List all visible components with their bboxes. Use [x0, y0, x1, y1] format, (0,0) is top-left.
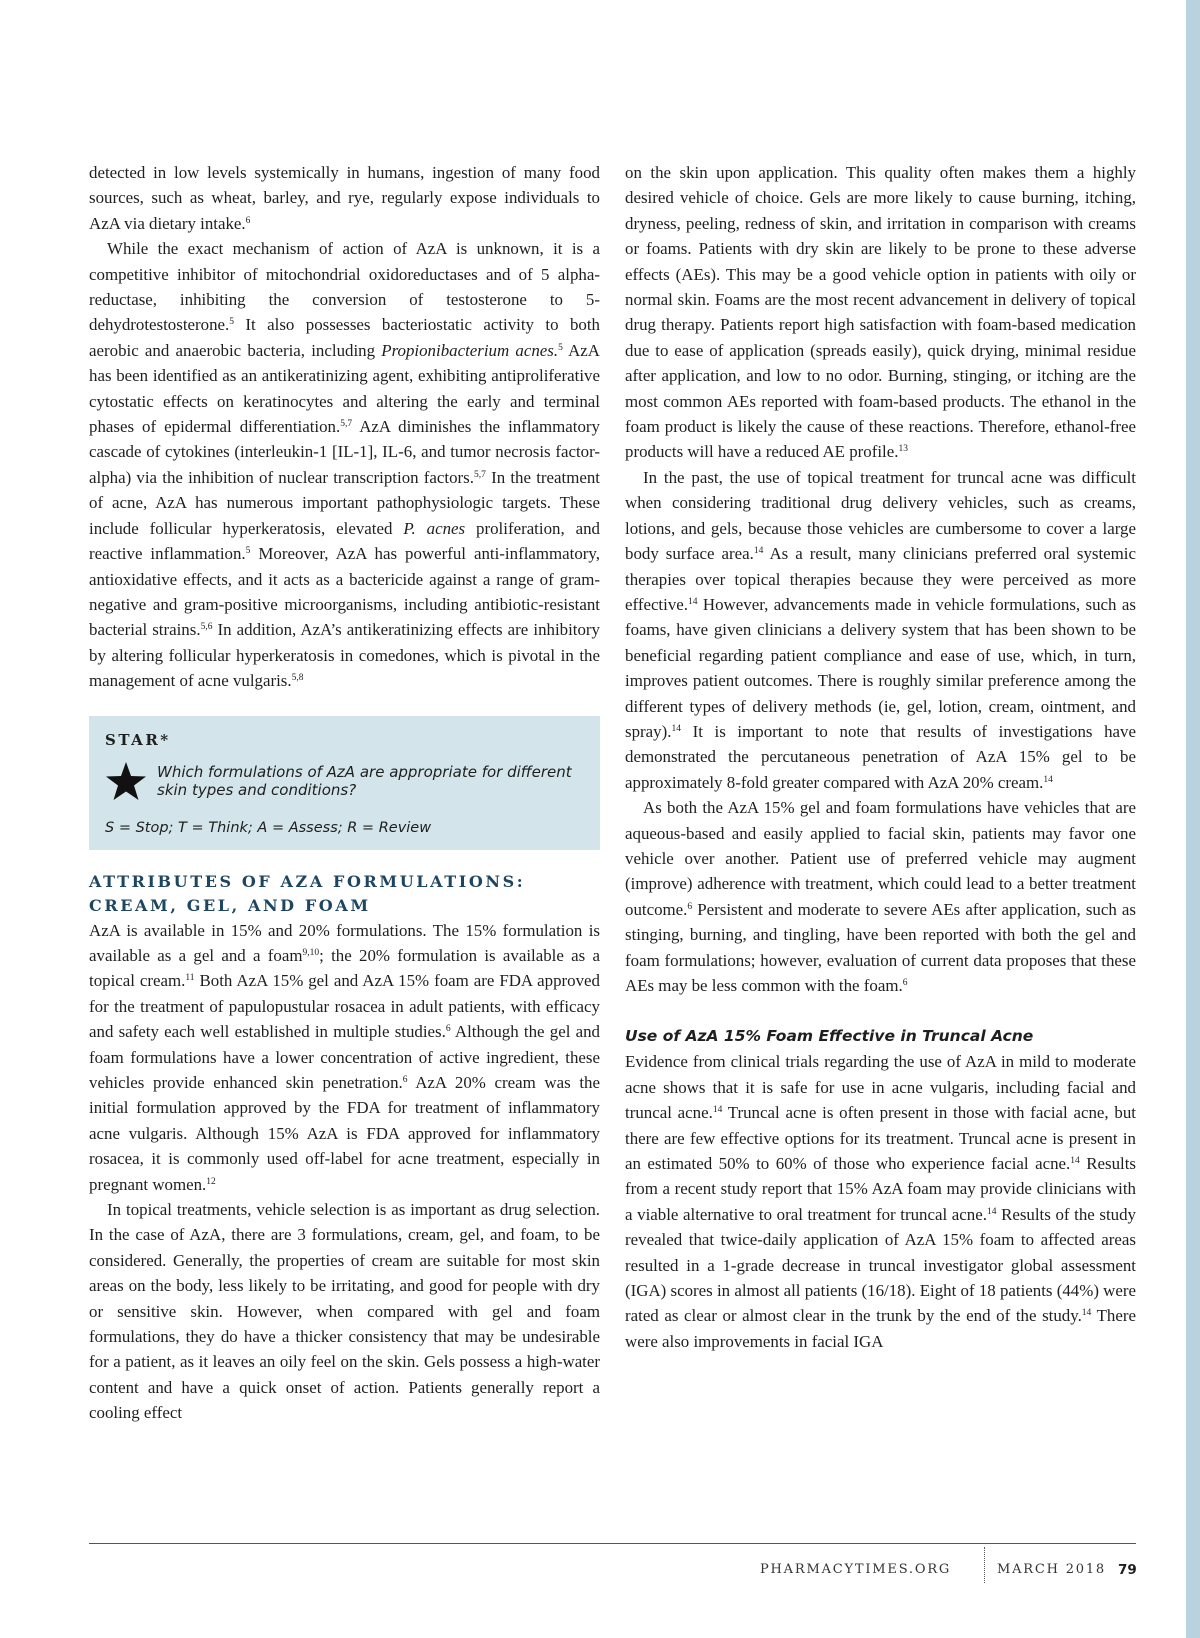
footer-date: MARCH 2018 — [997, 1562, 1106, 1577]
footer-rule — [89, 1543, 1136, 1544]
footer-site[interactable]: PHARMACYTIMES.ORG — [760, 1562, 952, 1577]
subsection-heading: Use of AzA 15% Foam Effective in Truncal Acne — [625, 1027, 1034, 1046]
paragraph-mechanism: While the exact mechanism of action of AzA is unknown, it is a competitive inhibitor of mitochondrial oxidoreductases and of 5 alpha-reductase, inhibiting the conversion of testosterone to 5-dehydrotestosterone.$^5$ It also possesses bacteriostatic activity to both aerobic and anaerobic bacteria, including Propionibacterium acnes.$^5$ AzA has been identified as an antikeratinizing agent, exhibiting antiproliferative cytostatic effects on keratinocytes and altering the early and terminal phases of epidermal differentiation.$^{5,7}$ AzA diminishes the inflammatory cascade of cytokines (interleukin-1 [IL-1], IL-6, and tumor necrosis factor-alpha) via the inhibition of nuclear transcription factors.$^{5,7}$ In the treatment of acne, AzA has numerous important pathophysiologic targets. These include follicular hyperkeratosis, elevated P. acnes proliferation, and reactive inflammation.$^5$ Moreover, AzA has powerful anti-inflammatory, antioxidative effects, and it acts as a bactericide against a range of gram-negative and gram-positive microorganisms, including antibiotic-resistant bacterial strains.$^{5,6}$ In addition, AzA’s antikeratinizing effects are inhibitory by altering follicular hyperkeratosis in comedones, which is pivotal in the management of acne vulgaris.$^{5,8}$ — [89, 239, 601, 691]
paragraph-formulations: AzA is available in 15% and 20% formulations. The 15% formulation is available as a gel and a foam$^{9,10}$; the 20% formulation is available as a topical cream.$^{11}$ Both AzA 15% gel and AzA 15% foam are FDA approved for the treatment of papulopustular rosacea in adult patients, with efficacy and safety each well established in multiple studies.$^6$ Although the gel and foam formulations have a lower concentration of active ingredient, these vehicles provide enhanced skin penetration.$^6$ AzA 20% cream was the initial formulation approved by the FDA for treatment of inflammatory acne vulgaris. Although 15% AzA is FDA approved for inflammatory rosacea, it is commonly used off-label for acne treatment, especially in pregnant women.$^{12}$ — [89, 920, 600, 1194]
right-column — [625, 160, 1136, 1354]
star-callout-key: S = Stop; T = Think; A = Assess; R = Review — [105, 819, 432, 836]
page-number: 79 — [1118, 1562, 1137, 1578]
left-column — [89, 160, 600, 1426]
page-edge-bar — [1186, 0, 1200, 1638]
star-callout-question: Which formulations of AzA are appropriate for different skin types and conditions? — [157, 762, 572, 799]
paragraph-truncal-evidence: Evidence from clinical trials regarding the use of AzA in mild to moderate acne shows that it is safe for use in acne vulgaris, including facial and truncal acne.$^{14}$ Truncal acne is often present in those with facial acne, but there are few effective options for its treatment. Truncal acne is present in an estimated 50% to 60% of those who experience facial acne.$^{14}$ Results from a recent study report that 15% AzA foam may provide clinicians with a viable alternative to oral treatment for truncal acne.$^{14}$ Results of the study revealed that twice-daily application of AzA 15% foam to affected areas resulted in a 1-grade decrease in truncal investigator global assessment (IGA) scores in almost all patients (16/18). Eight of 18 patients (44%) were rated as clear or almost clear in the trunk by the end of the study.$^{14}$ There were also improvements in facial IGA — [625, 1052, 1136, 1351]
paragraph-gels-foams: on the skin upon application. This quality often makes them a highly desired vehicle of choice. Gels are more likely to cause burning, itching, dryness, peeling, redness of skin, and irritation in comparison with creams or foams. Patients with dry skin are likely to be prone to these adverse effects (AEs). This may be a good vehicle option in patients with oily or normal skin. Foams are the most recent advancement in delivery of topical drug therapy. Patients report high satisfaction with foam-based medication due to ease of application (spreads easily), quick drying, minimal residue after application, and low to no odor. Burning, stinging, or itching are the most common AEs reported with foam-based products. The ethanol in the foam product is likely the cause of these reactions. Therefore, ethanol-free products will have a reduced AE profile.$^{13}$ — [625, 163, 1136, 462]
star-icon — [105, 760, 147, 802]
star-callout-box — [89, 716, 600, 850]
footer-divider — [984, 1547, 985, 1583]
paragraph-truncal-history: In the past, the use of topical treatment for truncal acne was difficult when considering traditional drug delivery vehicles, such as creams, lotions, and gels, because those vehicles are cumbersome to cover a large body surface area.$^{14}$ As a result, many clinicians preferred oral systemic therapies over topical therapies because they were perceived as more effective.$^{14}$ However, advancements made in vehicle formulations, such as foams, have given clinicians a delivery system that has been shown to be beneficial regarding patient compliance and ease of use, which, in turn, improves patient outcomes. There is roughly similar preference among the different types of delivery methods (ie, gel, lotion, cream, ointment, and spray).$^{14}$ It is important to note that results of investigations have demonstrated the percutaneous penetration of AzA 15% gel to be approximately 8-fold greater compared with AzA 20% cream.$^{14}$ — [625, 467, 1136, 792]
section-heading: ATTRIBUTES OF AZA FORMULATIONS: CREAM, GEL, AND FOAM — [89, 871, 526, 915]
star-callout-title: STAR* — [105, 730, 171, 749]
paragraph-vehicle-selection: In topical treatments, vehicle selection is as important as drug selection. In the case of AzA, there are 3 formulations, cream, gel, and foam, to be considered. Generally, the properties of cream are suitable for most skin areas on the body, less likely to be irritating, and good for people with dry or sensitive skin. However, when compared with gel and foam formulations, they do have a thicker consistency that may be undesirable for a patient, as it leaves an oily feel on the skin. Gels possess a high-water content and have a quick onset of action. Patients generally report a cooling effect — [89, 1200, 600, 1423]
paragraph-intro: detected in low levels systemically in humans, ingestion of many food sources, such as wheat, barley, and rye, regularly expose individuals to AzA via dietary intake.$^6$ — [89, 163, 600, 233]
paragraph-gel-vs-foam: As both the AzA 15% gel and foam formulations have vehicles that are aqueous-based and easily applied to facial skin, patients may favor one vehicle over another. Patient use of preferred vehicle may augment (improve) adherence with treatment, which could lead to a better treatment outcome.$^6$ Persistent and moderate to severe AEs after application, such as stinging, burning, and tingling, have been reported with both the gel and foam formulations; however, evaluation of current data proposes that these AEs may be less common with the foam.$^6$ — [625, 798, 1136, 995]
